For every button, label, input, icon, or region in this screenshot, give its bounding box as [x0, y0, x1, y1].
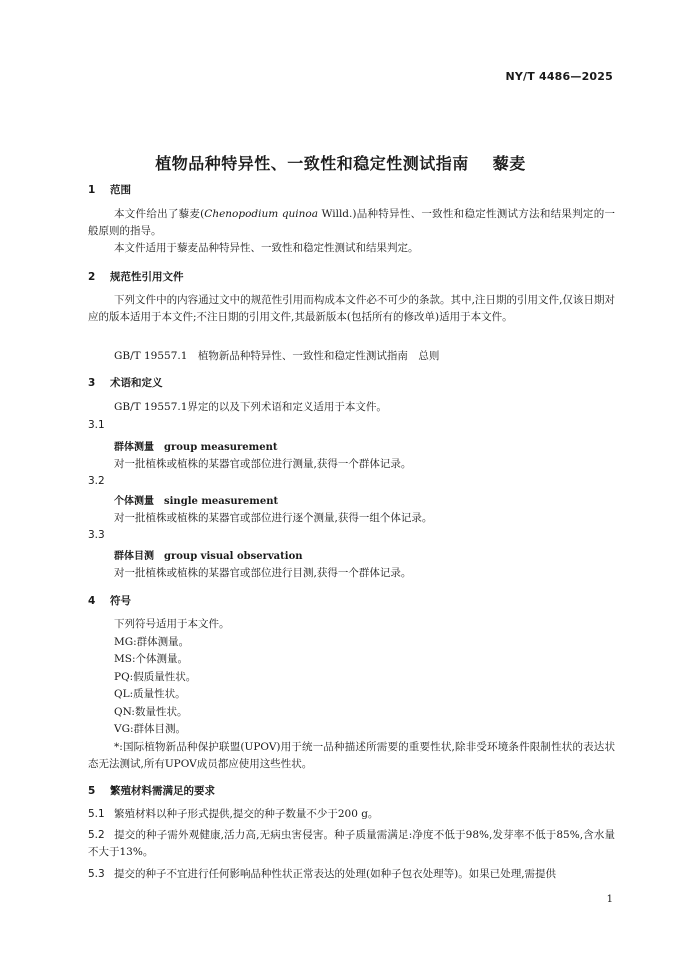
section-3-intro: GB/T 19557.1界定的以及下列术语和定义适用于本文件。: [114, 401, 387, 413]
title-crop: 藜麦: [492, 154, 526, 173]
section-title: 繁殖材料需满足的要求: [110, 785, 215, 797]
latin-name: Chenopodium quinoa: [204, 208, 319, 220]
title-main: 植物品种特异性、一致性和稳定性测试指南: [155, 154, 469, 173]
section-number: 4: [88, 595, 96, 607]
requirement-item: 5.3 提交的种子不宜进行任何影响品种性状正常表达的处理(如种子包衣处理等)。如果已处理,需提供: [88, 868, 557, 880]
section-title: 范围: [110, 184, 131, 196]
requirement-item: 5.2 提交的种子需外观健康,活力高,无病虫害侵害。种子质量需满足:净度不低于98%,发芽率不低于85%,含水量不大于13%。: [88, 829, 615, 858]
section-3-heading: [88, 375, 163, 390]
section-number: 2: [88, 271, 96, 283]
section-1-paragraph-1: 本文件给出了藜麦(Chenopodium quinoa Willd.)品种特异性、一致性和稳定性测试方法和结果判定的一般原则的指导。: [88, 208, 615, 237]
section-title: 规范性引用文件: [110, 271, 184, 283]
document-title: [0, 151, 681, 174]
symbol-item: MG:群体测量。: [114, 636, 190, 648]
term-heading: 群体目测 group visual observation: [114, 551, 303, 562]
section-4-intro: 下列符号适用于本文件。: [114, 618, 230, 630]
term-heading: 个体测量 single measurement: [114, 496, 279, 507]
symbol-item: MS:个体测量。: [114, 653, 188, 665]
section-1-paragraph-2: 本文件适用于藜麦品种特异性、一致性和稳定性测试和结果判定。: [114, 242, 419, 254]
requirement-item: 5.1 繁殖材料以种子形式提供,提交的种子数量不少于200 g。: [88, 808, 379, 820]
symbol-item: PQ:假质量性状。: [114, 671, 197, 683]
section-4-heading: [88, 593, 131, 608]
term-definition: 对一批植株或植株的某器官或部位进行目测,获得一个群体记录。: [114, 567, 412, 579]
section-2-paragraph: 下列文件中的内容通过文中的规范性引用而构成本文件必不可少的条款。其中,注日期的引用文件,仅该日期对应的版本适用于本文件;不注日期的引用文件,其最新版本(包括所有的修改单)适用于本文件。: [88, 294, 615, 323]
section-number: 5: [88, 785, 96, 797]
term-number: 3.2: [88, 475, 105, 487]
term-definition: 对一批植株或植株的某器官或部位进行逐个测量,获得一组个体记录。: [114, 512, 433, 524]
section-2-heading: [88, 269, 184, 284]
asterisk-note: *:国际植物新品种保护联盟(UPOV)用于统一品种描述所需要的重要性状,除非受环境条件限制性状的表达状态无法测试,所有UPOV成员都应使用这些性状。: [88, 741, 615, 770]
section-1-heading: [88, 182, 131, 197]
term-number: 3.1: [88, 419, 105, 431]
section-number: 1: [88, 184, 96, 196]
symbol-item: VG:群体目测。: [114, 723, 187, 735]
section-5-heading: [88, 783, 215, 798]
symbol-item: QL:质量性状。: [114, 688, 186, 700]
section-number: 3: [88, 377, 96, 389]
term-number: 3.3: [88, 529, 105, 541]
page-number: 1: [606, 894, 613, 905]
normative-reference: GB/T 19557.1 植物新品种特异性、一致性和稳定性测试指南 总则: [114, 350, 440, 362]
term-definition: 对一批植株或植株的某器官或部位进行测量,获得一个群体记录。: [114, 458, 412, 470]
standard-code: NY/T 4486—2025: [505, 70, 613, 83]
symbol-item: QN:数量性状。: [114, 706, 188, 718]
section-title: 符号: [110, 595, 131, 607]
term-heading: 群体测量 group measurement: [114, 442, 278, 453]
section-title: 术语和定义: [110, 377, 163, 389]
